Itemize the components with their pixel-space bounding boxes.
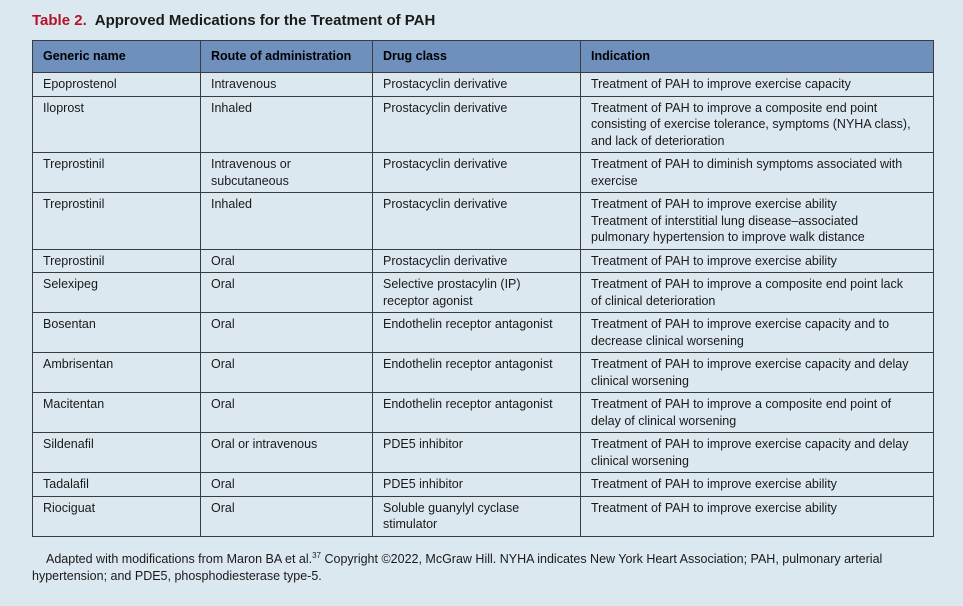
- cell-indication: [581, 249, 934, 273]
- cell-drug-class-line: stimulator: [383, 517, 438, 531]
- cell-route-line: Intravenous: [211, 77, 277, 91]
- cell-generic-name: [33, 193, 201, 250]
- column-header-drug-class: Drug class: [373, 41, 581, 73]
- cell-generic-name-line: Bosentan: [43, 317, 96, 331]
- table-label: Table 2.: [32, 12, 87, 29]
- cell-indication-line: Treatment of interstitial lung disease–associated: [591, 213, 859, 228]
- table-row: [33, 433, 934, 473]
- cell-generic-name-line: Macitentan: [43, 397, 105, 411]
- cell-generic-name-line: Tadalafil: [43, 477, 89, 491]
- cell-drug-class-line: PDE5 inhibitor: [383, 477, 463, 491]
- cell-route-line: Oral: [211, 357, 235, 371]
- cell-drug-class: [373, 473, 581, 497]
- table-header-row: [33, 41, 934, 73]
- medications-table: [32, 40, 934, 537]
- cell-route-line: Oral: [211, 317, 235, 331]
- cell-route-line: Inhaled: [211, 100, 253, 115]
- cell-indication: [581, 193, 934, 250]
- table-row: [33, 353, 934, 393]
- cell-indication: [581, 353, 934, 393]
- cell-drug-class: [373, 153, 581, 193]
- cell-route-line: Oral: [211, 397, 235, 411]
- cell-indication: [581, 473, 934, 497]
- cell-indication: [581, 73, 934, 97]
- footnote: [32, 551, 937, 585]
- cell-route: [201, 353, 373, 393]
- cell-generic-name: [33, 353, 201, 393]
- cell-indication-line: Treatment of PAH to improve exercise ability: [591, 477, 837, 491]
- cell-route: [201, 273, 373, 313]
- cell-indication-line: Treatment of PAH to improve exercise capacity: [591, 77, 851, 91]
- cell-indication-line: pulmonary hypertension to improve walk distance: [591, 230, 865, 244]
- cell-generic-name-line: Sildenafil: [43, 437, 94, 451]
- cell-route: [201, 496, 373, 536]
- cell-indication-line: exercise: [591, 173, 638, 188]
- cell-indication-line: and lack of deterioration: [591, 133, 725, 148]
- cell-generic-name-line: Treprostinil: [43, 157, 105, 171]
- cell-indication-line: Treatment of PAH to improve exercise capacity and to: [591, 317, 890, 331]
- cell-drug-class: [373, 496, 581, 536]
- cell-generic-name: [33, 249, 201, 273]
- cell-generic-name-line: Selexipeg: [43, 277, 98, 291]
- table-row: [33, 249, 934, 273]
- cell-route-line: Intravenous or: [211, 157, 291, 171]
- cell-indication: [581, 313, 934, 353]
- footnote-reference: 37: [312, 550, 322, 560]
- cell-drug-class: [373, 73, 581, 97]
- cell-route-line: Oral: [211, 253, 235, 268]
- cell-route: [201, 153, 373, 193]
- cell-drug-class-line: Prostacyclin derivative: [383, 100, 508, 115]
- cell-indication: [581, 273, 934, 313]
- cell-indication-line: Treatment of PAH to improve exercise ability: [591, 253, 837, 268]
- cell-drug-class-line: Prostacyclin derivative: [383, 77, 508, 91]
- cell-indication: [581, 153, 934, 193]
- cell-generic-name: [33, 313, 201, 353]
- table-row: [33, 96, 934, 153]
- cell-generic-name: [33, 496, 201, 536]
- column-header-generic-name: Generic name: [33, 41, 201, 73]
- cell-indication-line: clinical worsening: [591, 453, 689, 468]
- cell-indication-line: Treatment of PAH to improve a composite end point of: [591, 397, 892, 411]
- cell-route-line: Oral: [211, 277, 235, 291]
- cell-indication-line: consisting of exercise tolerance, symptoms (NYHA class),: [591, 117, 911, 131]
- cell-generic-name-line: Riociguat: [43, 500, 96, 515]
- column-header-indication: Indication: [581, 41, 934, 73]
- cell-generic-name: [33, 96, 201, 153]
- cell-indication-line: Treatment of PAH to diminish symptoms associated with: [591, 157, 903, 171]
- cell-route: [201, 249, 373, 273]
- cell-generic-name-line: Iloprost: [43, 100, 84, 115]
- table-row: [33, 473, 934, 497]
- cell-drug-class-line: Endothelin receptor antagonist: [383, 357, 553, 371]
- cell-drug-class-line: Prostacyclin derivative: [383, 253, 508, 268]
- cell-drug-class-line: Endothelin receptor antagonist: [383, 397, 553, 411]
- cell-route-line: Oral: [211, 477, 235, 491]
- column-header-route: Route of administration: [201, 41, 373, 73]
- cell-drug-class: [373, 273, 581, 313]
- cell-route-line: subcutaneous: [211, 173, 289, 188]
- table-row: [33, 73, 934, 97]
- footnote-text-start: Adapted with modifications from Maron BA et al.: [46, 552, 313, 566]
- cell-drug-class-line: Selective prostacylin (IP): [383, 277, 521, 291]
- table-body: [33, 73, 934, 537]
- cell-route: [201, 313, 373, 353]
- table-row: [33, 153, 934, 193]
- cell-route: [201, 193, 373, 250]
- table-row: [33, 313, 934, 353]
- cell-route-line: Inhaled: [211, 197, 253, 211]
- cell-generic-name-line: Treprostinil: [43, 253, 105, 268]
- cell-drug-class: [373, 249, 581, 273]
- cell-indication-line: Treatment of PAH to improve exercise ability: [591, 197, 837, 211]
- cell-generic-name-line: Treprostinil: [43, 197, 105, 211]
- cell-route-line: Oral: [211, 500, 235, 515]
- cell-generic-name: [33, 273, 201, 313]
- cell-indication: [581, 496, 934, 536]
- cell-generic-name-line: Epoprostenol: [43, 77, 117, 91]
- cell-drug-class: [373, 193, 581, 250]
- cell-route: [201, 96, 373, 153]
- cell-indication-line: decrease clinical worsening: [591, 333, 744, 348]
- cell-indication-line: of clinical deterioration: [591, 293, 716, 308]
- cell-indication: [581, 433, 934, 473]
- cell-indication-line: Treatment of PAH to improve a composite end point lack: [591, 277, 903, 291]
- cell-drug-class-line: Soluble guanylyl cyclase: [383, 500, 520, 515]
- cell-generic-name: [33, 473, 201, 497]
- table-row: [33, 393, 934, 433]
- cell-route: [201, 393, 373, 433]
- cell-route: [201, 433, 373, 473]
- cell-drug-class: [373, 393, 581, 433]
- cell-generic-name: [33, 433, 201, 473]
- cell-drug-class: [373, 96, 581, 153]
- table-row: [33, 496, 934, 536]
- footnote-text-end: Copyright ©2022, McGraw Hill. NYHA indicates New York Heart Association; PAH, pulmonary arterial hypertension; and PDE5, phosphodiesterase type-5.: [32, 552, 883, 583]
- cell-route: [201, 473, 373, 497]
- cell-drug-class-line: PDE5 inhibitor: [383, 437, 463, 451]
- cell-generic-name: [33, 153, 201, 193]
- cell-route: [201, 73, 373, 97]
- cell-route-line: Oral or intravenous: [211, 437, 318, 451]
- cell-indication-line: delay of clinical worsening: [591, 413, 737, 428]
- table-row: [33, 273, 934, 313]
- cell-drug-class-line: Prostacyclin derivative: [383, 197, 508, 211]
- table-title: [32, 12, 435, 29]
- cell-drug-class-line: Prostacyclin derivative: [383, 157, 508, 171]
- cell-drug-class-line: receptor agonist: [383, 293, 473, 308]
- cell-indication-line: Treatment of PAH to improve exercise capacity and delay: [591, 437, 909, 451]
- cell-indication-line: Treatment of PAH to improve exercise ability: [591, 500, 837, 515]
- cell-generic-name: [33, 393, 201, 433]
- cell-generic-name: [33, 73, 201, 97]
- cell-generic-name-line: Ambrisentan: [43, 357, 114, 371]
- cell-indication: [581, 96, 934, 153]
- cell-drug-class-line: Endothelin receptor antagonist: [383, 317, 553, 331]
- cell-indication-line: clinical worsening: [591, 373, 689, 388]
- cell-drug-class: [373, 313, 581, 353]
- cell-indication-line: Treatment of PAH to improve a composite end point: [591, 100, 878, 115]
- table-row: [33, 193, 934, 250]
- cell-drug-class: [373, 353, 581, 393]
- cell-drug-class: [373, 433, 581, 473]
- table-title-text: Approved Medications for the Treatment of PAH: [94, 12, 436, 29]
- cell-indication: [581, 393, 934, 433]
- cell-indication-line: Treatment of PAH to improve exercise capacity and delay: [591, 357, 909, 371]
